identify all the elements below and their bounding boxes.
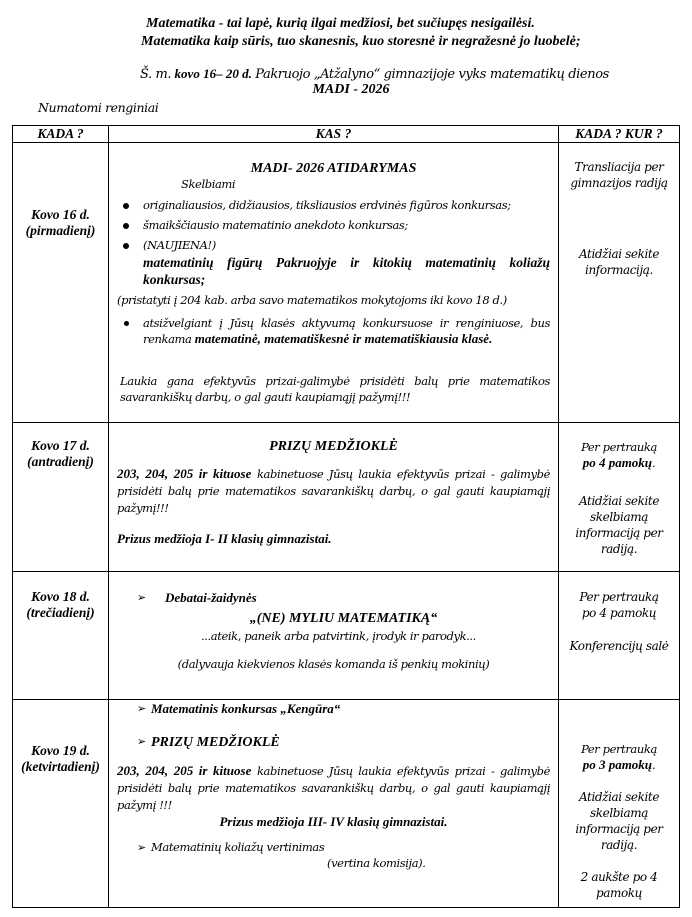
day-weekday: (ketvirtadienį) [21, 759, 100, 774]
day-cell [13, 700, 109, 908]
hunters-note: Prizus medžioja III- IV klasių gimnazistai. [219, 814, 448, 829]
bullet-dot-icon [123, 203, 129, 209]
submit-note: (pristatyti į 204 kab. arba savo matematikos mokytojoms iki kovo 18 d.) [117, 293, 507, 307]
list-item: ➢ Matematinis konkursas „Kengūra“ [137, 701, 341, 716]
table-row [13, 572, 680, 700]
where-after-lessons: po 3 pamokų [582, 757, 653, 772]
table-row [13, 700, 680, 908]
class-note-bold: matematinė, matematiškesnė ir matematiškiausia klasė. [194, 331, 493, 346]
column-header-what: KAS ? [109, 126, 559, 143]
day-date: Kovo 18 d. [31, 589, 90, 604]
arrowhead-bullet-icon: ➢ [137, 702, 147, 715]
intro-dates: kovo 16– 20 d. [174, 66, 252, 81]
where-cell [559, 143, 680, 423]
where-broadcast: Transliacija per gimnazijos radiją [570, 160, 668, 190]
day-cell [13, 572, 109, 700]
table-row [13, 143, 680, 423]
list-item: šmaikščiausio matematinio anekdoto konkursas; [117, 217, 550, 234]
column-header-when: KADA ? [13, 126, 109, 143]
where-follow: Atidžiai sekite skelbiamą informaciją per radiją. [575, 790, 663, 852]
day-date: Kovo 19 d. [31, 743, 90, 758]
rooms-text: 203, 204, 205 ir kituose kabinetuose Jūsų laukia efektyvūs prizai - galimybė prisidėti balų prie matematikos savarankiškų darbų, o gal gauti kaupiamąjį pažymį !!! [117, 763, 550, 812]
debate-tagline: ...ateik, paneik arba patvirtink, įrodyk ir parodyk... [201, 629, 476, 643]
bullet-dot-icon [124, 321, 129, 326]
new-label: (NAUJIENA!) [143, 238, 216, 252]
day-cell [13, 143, 109, 423]
list-item [117, 237, 550, 288]
arrowhead-bullet-icon: ➢ [137, 841, 146, 854]
where-follow: Atidžiai sekite informaciją. [578, 247, 660, 277]
intro-prefix: Š. m. [140, 67, 172, 82]
arrowhead-bullet-icon: ➢ [137, 735, 147, 748]
list-item: ➢ PRIZŲ MEDŽIOKLĖ [137, 735, 280, 750]
where-cell: Per pertrauką po 4 pamokų. Atidžiai sekite skelbiamą informaciją per radiją. [559, 423, 680, 572]
day-weekday: (antradienį) [27, 454, 94, 469]
where-floor: 2 aukšte po 4 pamokų [580, 870, 658, 900]
bullet-dot-icon [123, 223, 129, 229]
debate-participants: (dalyvauja kiekvienos klasės komanda iš penkių mokinių) [177, 657, 490, 671]
arrowhead-bullet-icon: ➢ [137, 591, 147, 604]
bullet-dot-icon [123, 243, 129, 249]
announced-label: Skelbiami [181, 177, 236, 191]
intro-rest: Pakruojo „Atžalyno“ gimnazijoje vyks matematikų dienos [255, 67, 609, 82]
list-item: originaliausios, didžiausios, tiksliausios erdvinės figūros konkursas; [117, 197, 550, 214]
column-header-when-where: KADA ? KUR ? [559, 126, 680, 143]
list-item: ➢ Matematinių koliažų vertinimas [137, 840, 325, 854]
intro-line [140, 66, 609, 82]
list-item: ➢ Debatai-žaidynės [137, 590, 257, 605]
where-break: Per pertrauką [581, 742, 657, 756]
where-hall: Konferencijų salė [569, 639, 669, 653]
schedule-table [12, 125, 680, 908]
where-break: Per pertrauką [581, 440, 657, 454]
hunters-note: Prizus medžioja I- II klasių gimnazistai. [117, 531, 332, 546]
event-cell [109, 700, 559, 908]
day-date: Kovo 16 d. [31, 207, 90, 222]
motto-line-1: Matematika - tai lapė, kurią ilgai medžiosi, bet sučiupęs nesigailėsi. [146, 16, 535, 31]
event-name: MADI - 2026 [312, 82, 390, 97]
where-follow: Atidžiai sekite skelbiamą informaciją per radiją. [575, 494, 663, 556]
day-weekday: (trečiadienį) [26, 605, 95, 620]
debate-title: „(NE) MYLIU MATEMATIKĄ“ [249, 611, 438, 626]
where-break: Per pertrauką po 4 pamokų [579, 590, 659, 620]
event-title: MADI- 2026 ATIDARYMAS [250, 161, 417, 176]
list-item: atsižvelgiant į Jūsų klasės aktyvumą konkursuose ir renginiuose, bus renkama matematinė, matematiškesnė ir matematiškiausia klasė. [117, 315, 550, 347]
motto-line-2: Matematika kaip sūris, tuo skanesnis, kuo storesnė ir negražesnė jo luobelė; [141, 34, 581, 49]
where-cell [559, 572, 680, 700]
event-cell [109, 572, 559, 700]
rooms-text: 203, 204, 205 ir kituose kabinetuose Jūsų laukia efektyvūs prizai - galimybė prisidėti balų prie matematikos savarankiškų darbų, o gal gauti kaupiamąjį pažymį!!! [117, 466, 550, 515]
event-cell [109, 143, 559, 423]
table-header-row [13, 126, 680, 143]
day-date: Kovo 17 d. [31, 438, 90, 453]
where-after-lessons: po 4 pamokų [582, 455, 653, 470]
rooms-bold: 203, 204, 205 ir kituose [117, 466, 252, 481]
day-weekday: (pirmadienį) [25, 223, 96, 238]
rooms-bold: 203, 204, 205 ir kituose [117, 763, 252, 778]
table-row [13, 423, 680, 572]
event-cell [109, 423, 559, 572]
new-contest: matematinių figūrų Pakruojyje ir kitokių matematinių koliažų konkursas; [143, 255, 550, 287]
prizes-note: Laukia gana efektyvūs prizai-galimybė prisidėti balų prie matematikos savarankiškų darbų, o gal gauti kaupiamąjį pažymį!!! [120, 374, 550, 404]
where-cell: Per pertrauką po 3 pamokų. Atidžiai sekite skelbiamą informaciją per radiją. 2 aukšte po 4 pamokų [559, 700, 680, 908]
jury-note: (vertina komisija). [327, 856, 426, 870]
day-cell [13, 423, 109, 572]
event-title: PRIZŲ MEDŽIOKLĖ [269, 439, 398, 454]
planned-events-label: Numatomi renginiai [38, 100, 159, 115]
